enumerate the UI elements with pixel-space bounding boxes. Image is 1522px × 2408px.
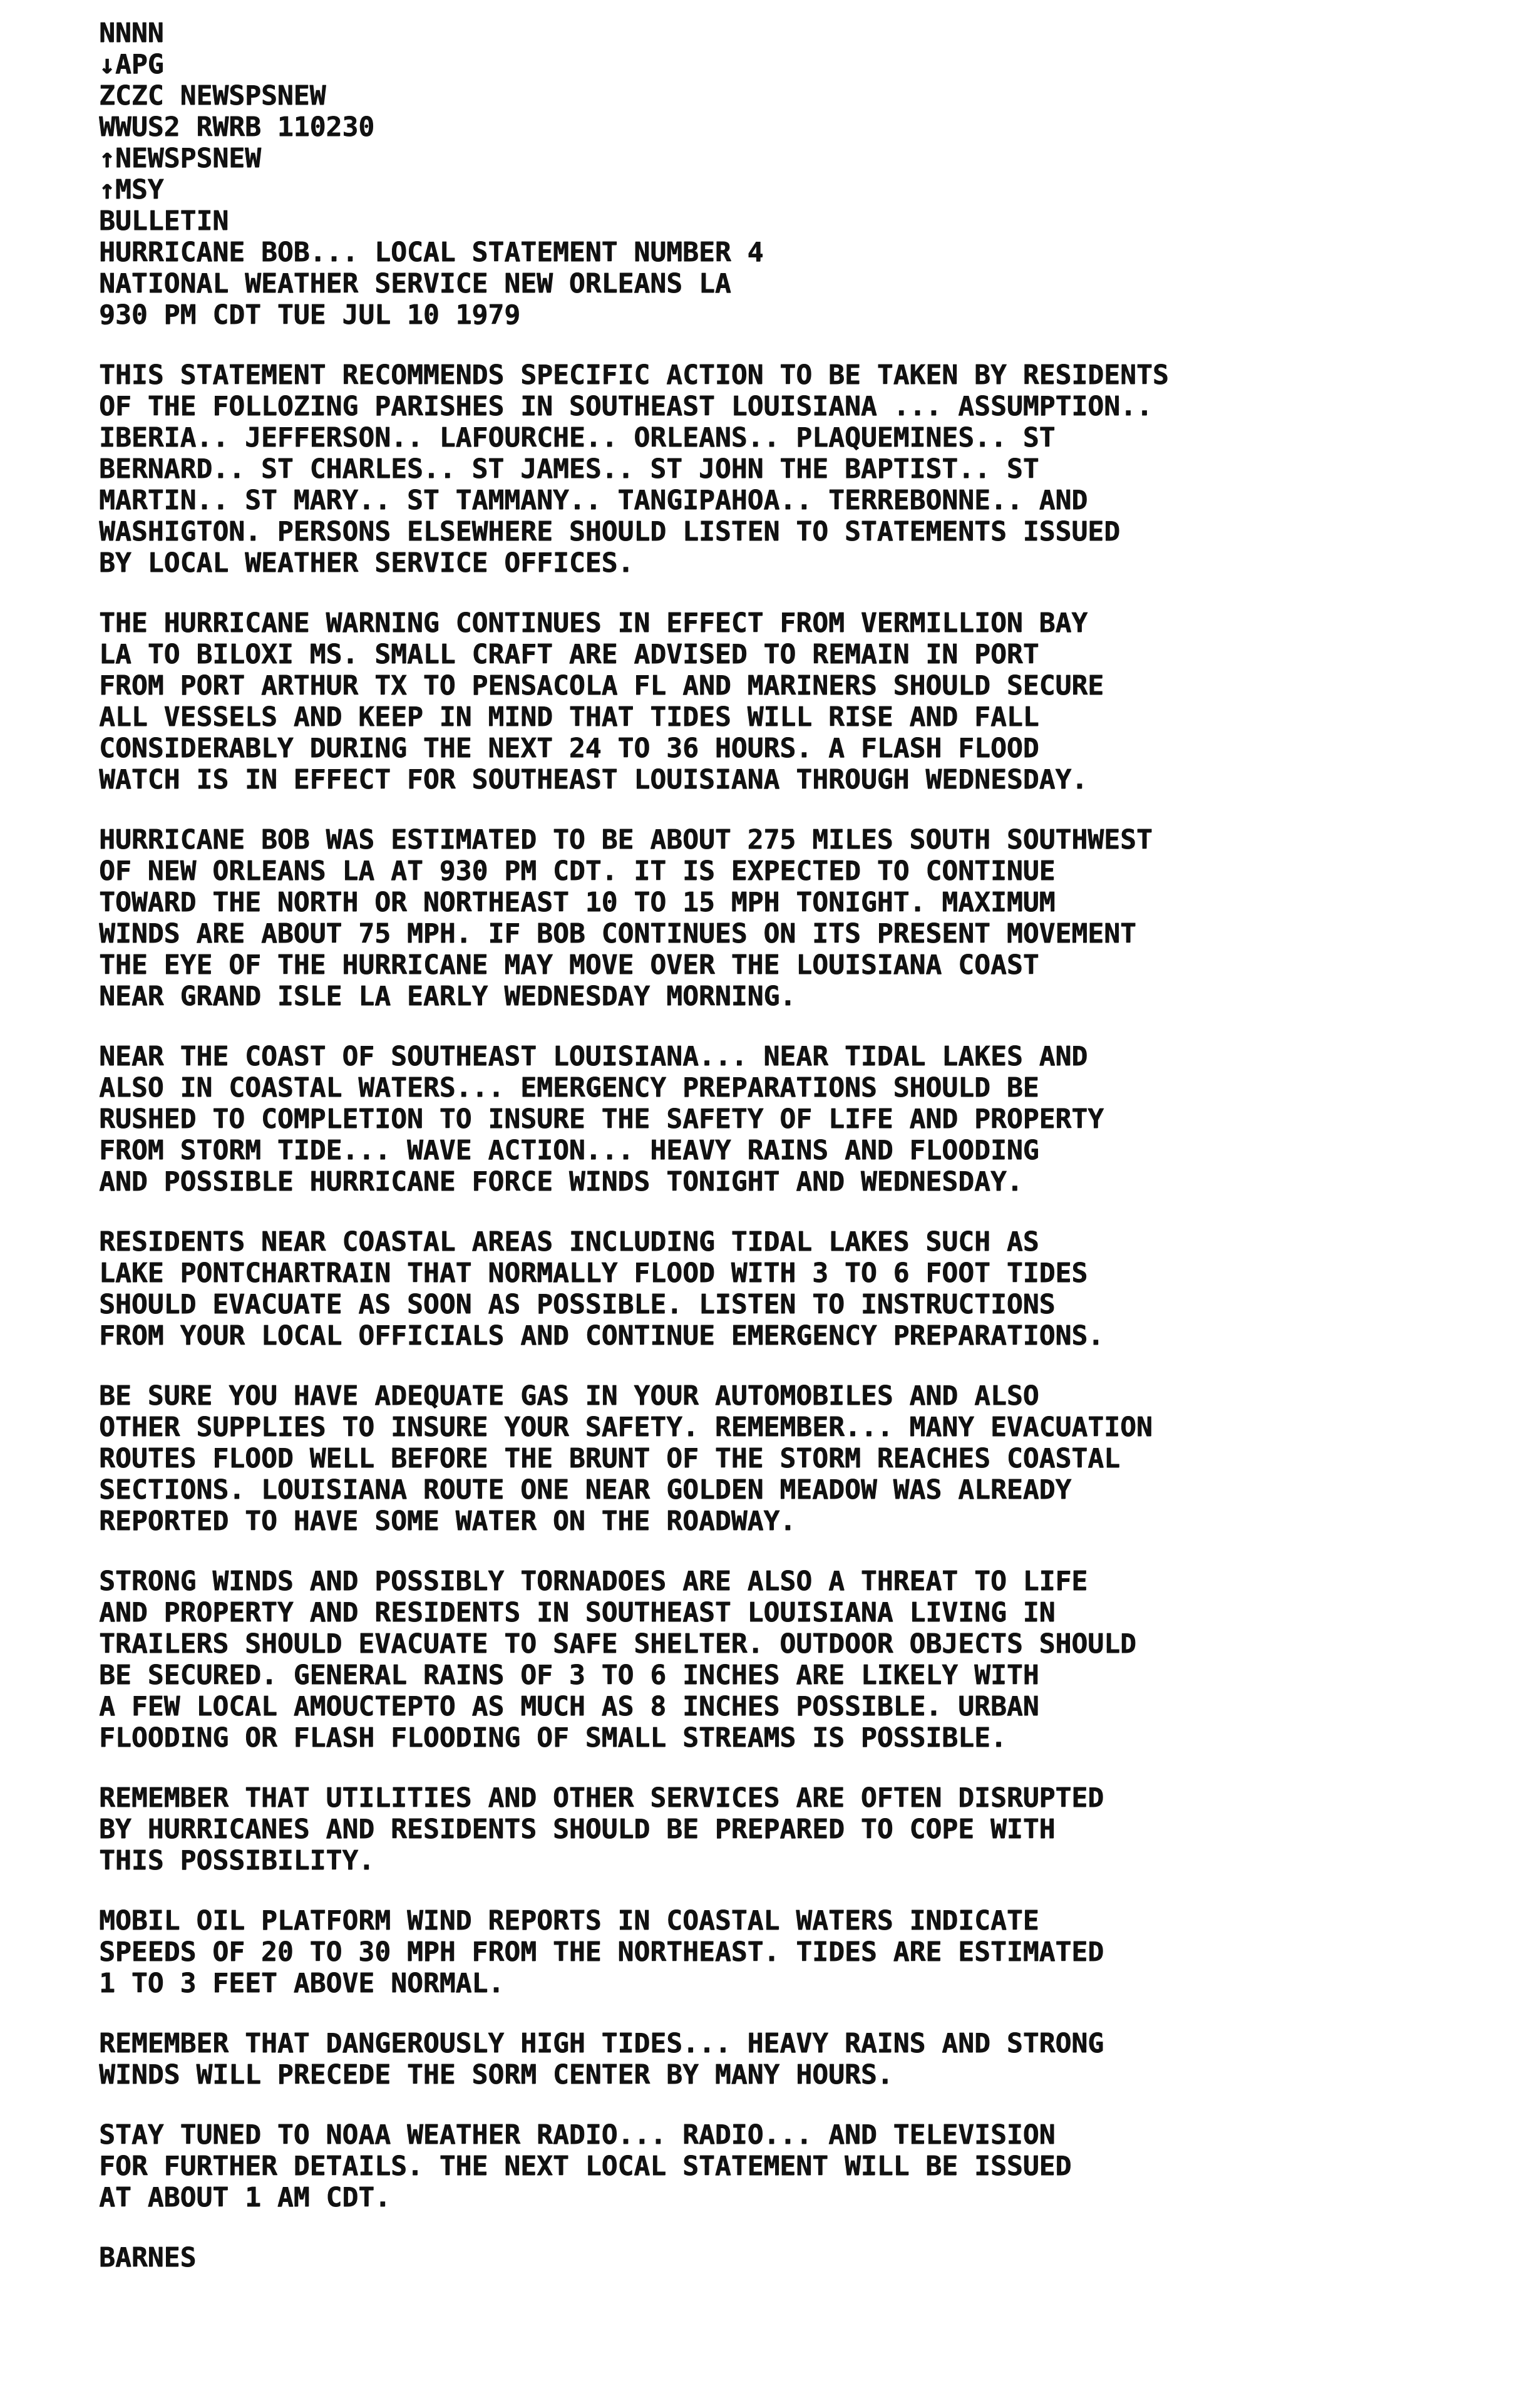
bulletin-label: BULLETIN: [99, 205, 229, 237]
text-line: STAY TUNED TO NOAA WEATHER RADIO... RADIO... AND TELEVISION: [99, 2119, 1056, 2151]
text-line: THIS POSSIBILITY.: [99, 1845, 375, 1876]
header-line: WWUS2 RWRB 110230: [99, 111, 375, 143]
text-line: BY LOCAL WEATHER SERVICE OFFICES.: [99, 547, 634, 579]
text-line: ALL VESSELS AND KEEP IN MIND THAT TIDES WILL RISE AND FALL: [99, 701, 1039, 733]
text-line: WASHIGTON. PERSONS ELSEWHERE SHOULD LISTEN TO STATEMENTS ISSUED: [99, 516, 1120, 547]
issuing-office: NATIONAL WEATHER SERVICE NEW ORLEANS LA: [99, 268, 731, 299]
text-line: FROM PORT ARTHUR TX TO PENSACOLA FL AND MARINERS SHOULD SECURE: [99, 670, 1104, 701]
statement-title: HURRICANE BOB... LOCAL STATEMENT NUMBER 4: [99, 237, 764, 268]
paragraph-coast: [99, 1041, 1476, 1197]
text-line: BY HURRICANES AND RESIDENTS SHOULD BE PREPARED TO COPE WITH: [99, 1814, 1056, 1845]
forecaster-signature: BARNES: [99, 2242, 197, 2273]
text-line: WATCH IS IN EFFECT FOR SOUTHEAST LOUISIANA THROUGH WEDNESDAY.: [99, 764, 1088, 795]
text-line: MOBIL OIL PLATFORM WIND REPORTS IN COASTAL WATERS INDICATE: [99, 1905, 1039, 1936]
paragraph-utilities: [99, 1782, 1476, 1876]
header-line: ↑MSY: [99, 174, 164, 205]
text-line: HURRICANE BOB WAS ESTIMATED TO BE ABOUT 275 MILES SOUTH SOUTHWEST: [99, 824, 1153, 855]
paragraph-tides: [99, 2028, 1476, 2090]
text-line: THIS STATEMENT RECOMMENDS SPECIFIC ACTION TO BE TAKEN BY RESIDENTS: [99, 359, 1169, 391]
text-line: OF NEW ORLEANS LA AT 930 PM CDT. IT IS EXPECTED TO CONTINUE: [99, 855, 1056, 887]
text-line: SPEEDS OF 20 TO 30 MPH FROM THE NORTHEAST. TIDES ARE ESTIMATED: [99, 1936, 1104, 1968]
text-line: SECTIONS. LOUISIANA ROUTE ONE NEAR GOLDEN MEADOW WAS ALREADY: [99, 1474, 1072, 1506]
text-line: THE HURRICANE WARNING CONTINUES IN EFFECT FROM VERMILLION BAY: [99, 607, 1088, 639]
text-line: CONSIDERABLY DURING THE NEXT 24 TO 36 HOURS. A FLASH FLOOD: [99, 733, 1039, 764]
text-line: LAKE PONTCHARTRAIN THAT NORMALLY FLOOD WITH 3 TO 6 FOOT TIDES: [99, 1258, 1088, 1289]
text-line: REPORTED TO HAVE SOME WATER ON THE ROADWAY.: [99, 1506, 796, 1537]
text-line: REMEMBER THAT UTILITIES AND OTHER SERVICES ARE OFTEN DISRUPTED: [99, 1782, 1104, 1814]
text-line: FLOODING OR FLASH FLOODING OF SMALL STREAMS IS POSSIBLE.: [99, 1722, 1007, 1754]
text-line: AT ABOUT 1 AM CDT.: [99, 2182, 391, 2213]
text-line: FROM YOUR LOCAL OFFICIALS AND CONTINUE EMERGENCY PREPARATIONS.: [99, 1320, 1104, 1351]
header-line: ZCZC NEWSPSNEW: [99, 80, 326, 111]
paragraph-platform: [99, 1905, 1476, 1999]
text-line: WINDS ARE ABOUT 75 MPH. IF BOB CONTINUES ON ITS PRESENT MOVEMENT: [99, 918, 1136, 949]
text-line: FOR FURTHER DETAILS. THE NEXT LOCAL STATEMENT WILL BE ISSUED: [99, 2151, 1072, 2182]
text-line: REMEMBER THAT DANGEROUSLY HIGH TIDES... HEAVY RAINS AND STRONG: [99, 2028, 1104, 2059]
text-line: NEAR THE COAST OF SOUTHEAST LOUISIANA... NEAR TIDAL LAKES AND: [99, 1041, 1088, 1072]
text-line: BERNARD.. ST CHARLES.. ST JAMES.. ST JOHN THE BAPTIST.. ST: [99, 453, 1039, 485]
text-line: MARTIN.. ST MARY.. ST TAMMANY.. TANGIPAHOA.. TERREBONNE.. AND: [99, 485, 1088, 516]
text-line: OTHER SUPPLIES TO INSURE YOUR SAFETY. REMEMBER... MANY EVACUATION: [99, 1412, 1153, 1443]
paragraph-stay-tuned: [99, 2119, 1476, 2213]
header-line: NNNN: [99, 18, 164, 49]
text-line: AND POSSIBLE HURRICANE FORCE WINDS TONIGHT AND WEDNESDAY.: [99, 1166, 1023, 1197]
paragraph-winds: [99, 1566, 1476, 1754]
text-line: A FEW LOCAL AMOUCTEPTO AS MUCH AS 8 INCHES POSSIBLE. URBAN: [99, 1691, 1039, 1722]
text-line: TOWARD THE NORTH OR NORTHEAST 10 TO 15 MPH TONIGHT. MAXIMUM: [99, 887, 1056, 918]
text-line: BE SURE YOU HAVE ADEQUATE GAS IN YOUR AUTOMOBILES AND ALSO: [99, 1380, 1039, 1412]
text-line: RESIDENTS NEAR COASTAL AREAS INCLUDING TIDAL LAKES SUCH AS: [99, 1226, 1039, 1258]
text-line: RUSHED TO COMPLETION TO INSURE THE SAFETY OF LIFE AND PROPERTY: [99, 1103, 1104, 1135]
bulletin-text: [99, 18, 1476, 2273]
text-line: FROM STORM TIDE... WAVE ACTION... HEAVY RAINS AND FLOODING: [99, 1135, 1039, 1166]
paragraph-evacuate: [99, 1226, 1476, 1351]
issue-time: 930 PM CDT TUE JUL 10 1979: [99, 299, 521, 331]
text-line: TRAILERS SHOULD EVACUATE TO SAFE SHELTER. OUTDOOR OBJECTS SHOULD: [99, 1628, 1136, 1660]
text-line: LA TO BILOXI MS. SMALL CRAFT ARE ADVISED TO REMAIN IN PORT: [99, 639, 1039, 670]
text-line: OF THE FOLLOZING PARISHES IN SOUTHEAST LOUISIANA ... ASSUMPTION..: [99, 391, 1153, 422]
text-line: AND PROPERTY AND RESIDENTS IN SOUTHEAST LOUISIANA LIVING IN: [99, 1597, 1056, 1628]
text-line: SHOULD EVACUATE AS SOON AS POSSIBLE. LISTEN TO INSTRUCTIONS: [99, 1289, 1056, 1320]
header-line: ↓APG: [99, 49, 164, 80]
text-line: ALSO IN COASTAL WATERS... EMERGENCY PREPARATIONS SHOULD BE: [99, 1072, 1039, 1103]
paragraph-parishes: [99, 359, 1476, 579]
text-line: ROUTES FLOOD WELL BEFORE THE BRUNT OF THE STORM REACHES COASTAL: [99, 1443, 1120, 1474]
header-line: ↑NEWSPSNEW: [99, 143, 261, 174]
paragraph-position: [99, 824, 1476, 1012]
text-line: 1 TO 3 FEET ABOVE NORMAL.: [99, 1968, 505, 1999]
text-line: STRONG WINDS AND POSSIBLY TORNADOES ARE ALSO A THREAT TO LIFE: [99, 1566, 1088, 1597]
paragraph-warning: [99, 607, 1476, 795]
text-line: WINDS WILL PRECEDE THE SORM CENTER BY MANY HOURS.: [99, 2059, 893, 2090]
text-line: IBERIA.. JEFFERSON.. LAFOURCHE.. ORLEANS.. PLAQUEMINES.. ST: [99, 422, 1056, 453]
header-block: [99, 18, 1476, 331]
text-line: NEAR GRAND ISLE LA EARLY WEDNESDAY MORNING.: [99, 981, 796, 1012]
text-line: THE EYE OF THE HURRICANE MAY MOVE OVER THE LOUISIANA COAST: [99, 949, 1039, 981]
paragraph-supplies: [99, 1380, 1476, 1537]
text-line: BE SECURED. GENERAL RAINS OF 3 TO 6 INCHES ARE LIKELY WITH: [99, 1660, 1039, 1691]
